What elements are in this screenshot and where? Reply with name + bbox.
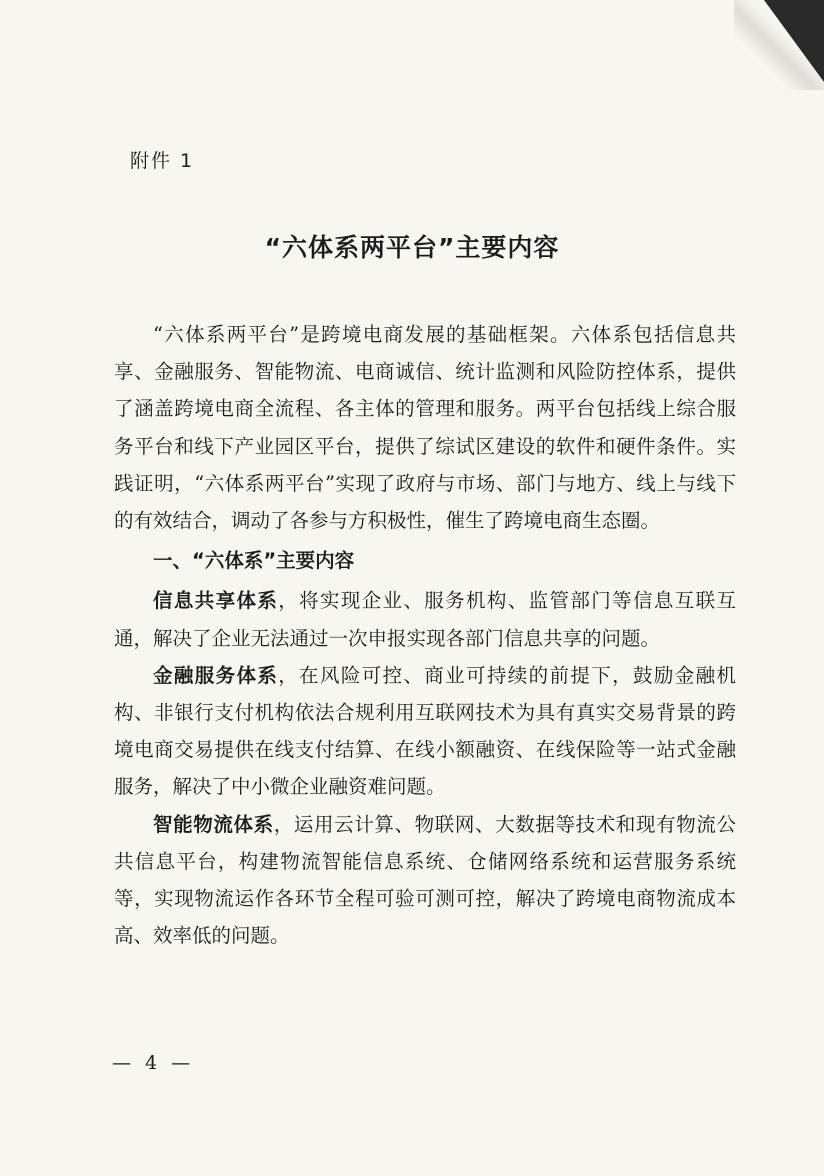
page-number: — 4 — [112, 1052, 195, 1074]
term-info-sharing: 信息共享体系 [153, 589, 279, 613]
text-logistics: ，运用云计算、物联网、大数据等技术和现有物流公共信息平台，构建物流智能信息系统、仓储网络系统和运营服务系统等，实现物流运作各环节全程可验可测可控，解决了跨境电商物流成本高、效率低的问题。 [114, 812, 736, 948]
document-title: “六体系两平台”主要内容 [264, 233, 560, 262]
document-body [114, 316, 736, 954]
term-logistics: 智能物流体系 [153, 812, 274, 836]
attachment-label: 附件 1 [130, 150, 195, 172]
term-finance: 金融服务体系 [153, 663, 279, 687]
text-info-sharing: ，将实现企业、服务机构、监管部门等信息互联互通，解决了企业无法通过一次申报实现各部门信息共享的问题。 [114, 589, 736, 650]
paragraph-logistics [114, 806, 736, 955]
paragraph-info-sharing [114, 582, 736, 656]
intro-paragraph: “六体系两平台”是跨境电商发展的基础框架。六体系包括信息共享、金融服务、智能物流、电商诚信、统计监测和风险防控体系，提供了涵盖跨境电商全流程、各主体的管理和服务。两平台包括线上综合服务平台和线下产业园区平台，提供了综试区建设的软件和硬件条件。实践证明，“六体系两平台”实现了政府与市场、部门与地方、线上与线下的有效结合，调动了各参与方积极性，催生了跨境电商生态圈。 [114, 323, 736, 533]
folded-corner [764, 0, 824, 82]
paragraph-finance [114, 657, 736, 806]
section-heading: 一、“六体系”主要内容 [153, 549, 355, 573]
text-finance: ，在风险可控、商业可持续的前提下，鼓励金融机构、非银行支付机构依法合规利用互联网技术为具有真实交易背景的跨境电商交易提供在线支付结算、在线小额融资、在线保险等一站式金融服务，解决了中小微企业融资难问题。 [114, 663, 736, 799]
